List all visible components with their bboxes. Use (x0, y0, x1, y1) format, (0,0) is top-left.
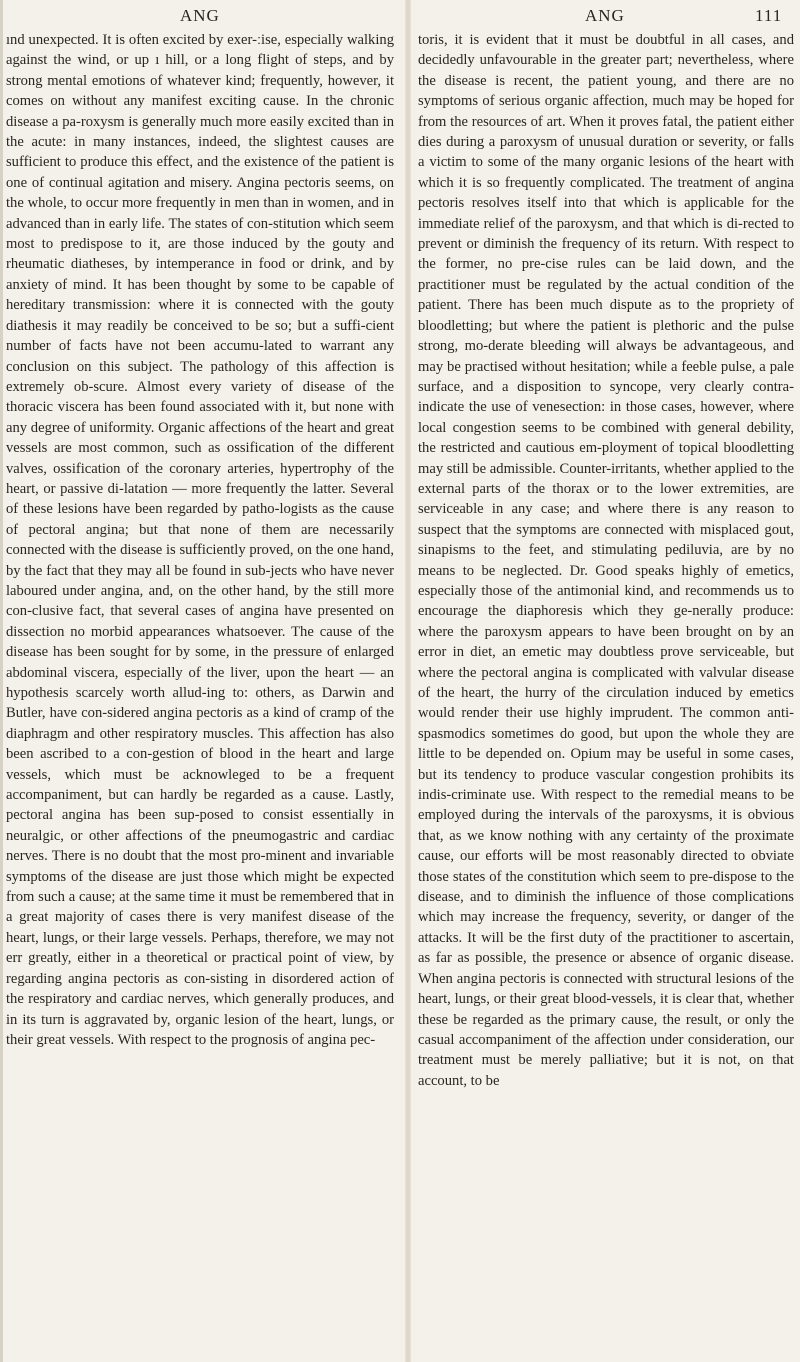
right-column-text: toris, it is evident that it must be doubtful in all cases, and decidedly unfavourable in the greater part; nevertheless, where the disease is recent, the patient young, and there are no symptoms of serious organic affection, much may be hoped for from the resources of art. When it proves fatal, the patient either dies during a paroxysm of unusual duration or severity, or falls a victim to some of the many organic lesions of the heart with which it is so frequently complicated. The treatment of angina pectoris resolves itself into that which is applicable for the immediate relief of the paroxysm, and that which is di-rected to prevent or diminish the frequency of its return. With respect to the former, no pre-cise rules can be laid down, and the practitioner must be regulated by the actual condition of the patient. There has been much dispute as to the propriety of bloodletting; but where the patient is plethoric and the pulse strong, mo-derate bleeding will always be advantageous, and may be practised without hesitation; while a feeble pulse, a pale surface, and a disposition to syncope, very clearly contra-indicate the use of venesection: in those cases, however, where local congestion seems to be combined with general debility, the restricted and cautious em-ployment of topical bloodletting may still be admissible. Counter-irritants, whether applied to the external parts of the thorax or to the lower extremities, are serviceable in any case; and where there is any reason to suspect that the symptoms are connected with misplaced gout, sinapisms to the feet, and stimulating pediluvia, are by no means to be neglected. Dr. Good speaks highly of emetics, especially those of the antimonial kind, and recommends us to encourage the diaphoresis which they ge-nerally produce: where the paroxysm appears to have been brought on by an error in diet, an emetic may doubtless prove serviceable, but where the pectoral angina is complicated with valvular disease of the heart, the hurry of the circulation induced by emetics would render their use highly imprudent. The common anti-spasmodics sometimes do good, but upon the whole they are little to be depended on. Opium may be useful in some cases, but its tendency to produce vascular congestion prohibits its indis-criminate use. With respect to the remedial means to be employed during the intervals of the paroxysms, it is obvious that, as we know nothing with any certainty of the proximate cause, our efforts will be most reasonably directed to obviate those states of the constitution which seem to pre-dispose to the disease, and to diminish the influence of those complications which may increase the frequency, severity, or danger of the attacks. It will be the first duty of the practitioner to ascertain, as far as possible, the presence or absence of organic disease. When angina pectoris is connected with structural lesions of the heart, lungs, or their great blood-vessels, it is clear that, whether these be regarded as the primary cause, the result, or only the casual accompaniment of the affection under consideration, our treatment must be merely palliative; but it is not, on that account, to be (418, 32, 794, 1089)
left-column-text: ınd unexpected. It is often excited by exer-ːise, especially walking against the wind, or up ı hill, or a long flight of steps, and by strong mental emotions of whatever kind; frequently, however, it comes on without any manifest exciting cause. In the chronic disease a pa-roxysm is generally much more easily excited than in the acute: in many instances, indeed, the slightest causes are sufficient to produce this effect, and the existence of the patient is one of continual agitation and misery. Angina pectoris seems, on the whole, to occur more frequently in men than in women, and in advanced than in early life. The states of con-stitution which seem most to predispose to it, are those induced by the gouty and rheumatic diatheses, by intemperance in food or drink, and by anxiety of mind. It has been thought by some to be capable of hereditary transmission: where it is connected with the gouty diathesis it may readily be conceived to be so; but a suffi-cient number of facts have not been accumu-lated to warrant any conclusion on this subject. The pathology of this affection is extremely ob-scure. Almost every variety of disease of the thoracic viscera has been found associated with it, but none with any degree of uniformity. Organic affections of the heart and great vessels are most common, such as ossification of the different valves, ossification of the coronary arteries, hypertrophy of the heart, or passive di-latation — more frequently the latter. Several of these lesions have been regarded by patho-logists as the cause of pectoral angina; but that none of them are necessarily connected with the disease is sufficiently proved, on the one hand, by the fact that they may all be found in sub-jects who have never laboured under angina, and, on the other hand, by the still more con-clusive fact, that several cases of angina have presented on dissection no morbid appearances whatsoever. The cause of the disease has been sought for by some, in the pressure of enlarged abdominal viscera, especially of the liver, upon the heart — an hypothesis scarcely worth allud-ing to: others, as Darwin and Butler, have con-sidered angina pectoris as a kind of cramp of the diaphragm and other respiratory muscles. This affection has also been ascribed to a con-gestion of blood in the heart and large vessels, which must be acknowleged to be a frequent accompaniment, but can hardly be regarded as a cause. Lastly, pectoral angina has been sup-posed to consist essentially in neuralgic, or other affections of the pneumogastric and cardiac nerves. There is no doubt that the most pro-minent and invariable symptoms of the disease are just those which might be expected from such a cause; at the same time it must be remembered that in a great majority of cases there is very manifest disease of the heart, lungs, or their large vessels. Perhaps, therefore, we may not err greatly, either in a theoretical or practical point of view, by regarding angina pectoris as con-sisting in disordered action of the respiratory and cardiac nerves, which generally produces, and in its turn is aggravated by, organic lesion of the heart, lungs, or their great vessels. With respect to the prognosis of angina pec- (6, 32, 394, 1048)
running-head-right: ANG (585, 6, 625, 25)
page-edge-shadow (0, 0, 3, 1362)
right-column (418, 30, 794, 1091)
left-column (6, 30, 394, 1050)
running-head-left: ANG (180, 6, 220, 25)
page-number: 111 (755, 6, 783, 25)
book-gutter (405, 0, 411, 1362)
